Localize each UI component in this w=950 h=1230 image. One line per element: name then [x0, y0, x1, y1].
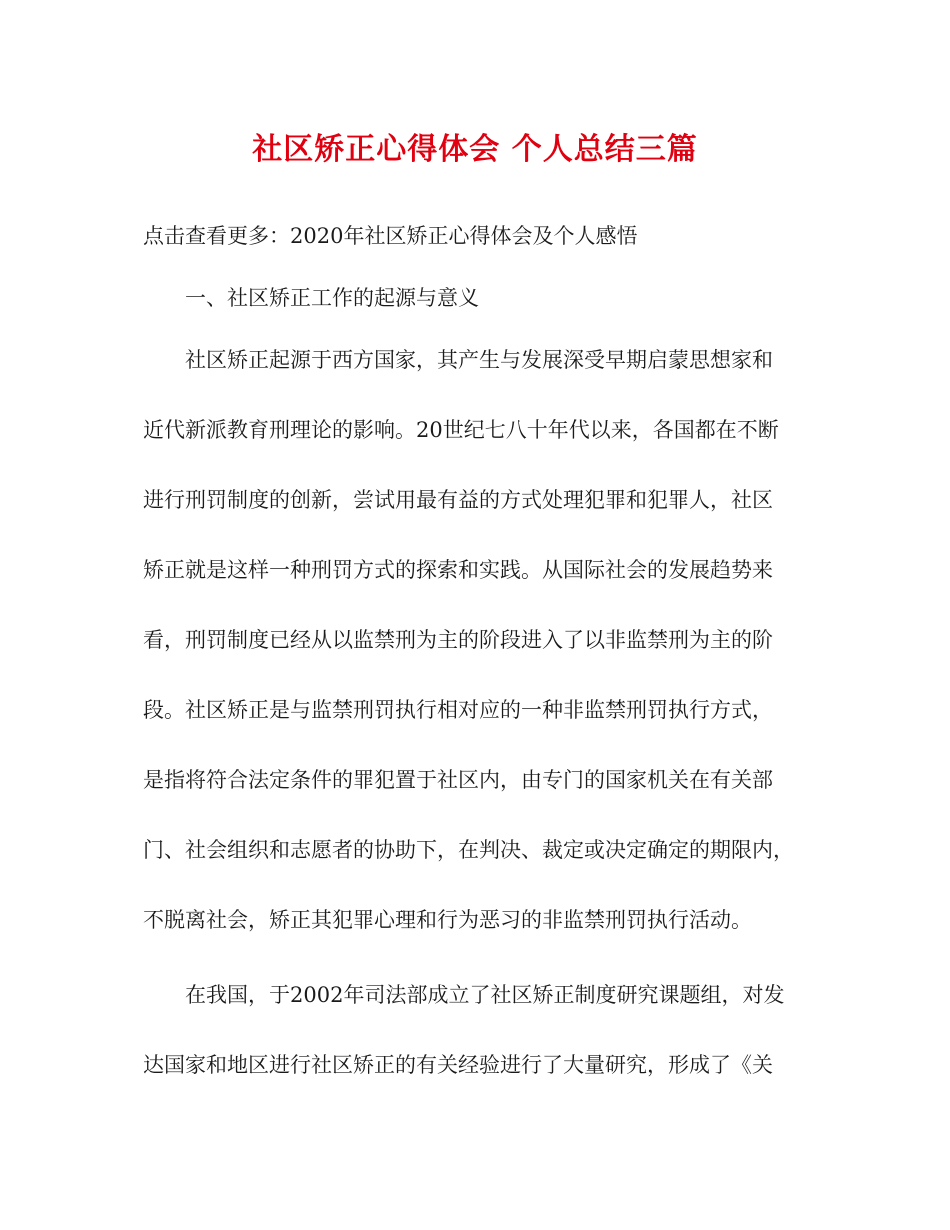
section-heading: 一、社区矫正工作的起源与意义	[185, 286, 479, 310]
paragraph-line: 门、社会组织和志愿者的协助下，在判决、裁定或决定确定的期限内，	[143, 838, 794, 862]
paragraph-line: 在我国，于2002年司法部成立了社区矫正制度研究课题组，对发	[185, 983, 785, 1007]
paragraph-line: 矫正就是这样一种刑罚方式的探索和实践。从国际社会的发展趋势来	[143, 558, 773, 582]
document-title: 社区矫正心得体会 个人总结三篇	[252, 132, 698, 167]
paragraph-line: 不脱离社会，矫正其犯罪心理和行为恶习的非监禁刑罚执行活动。	[143, 908, 752, 932]
paragraph-line: 段。社区矫正是与监禁刑罚执行相对应的一种非监禁刑罚执行方式，	[143, 698, 773, 722]
paragraph-line: 是指将符合法定条件的罪犯置于社区内，由专门的国家机关在有关部	[143, 768, 773, 792]
paragraph-line: 近代新派教育刑理论的影响。20世纪七八十年代以来，各国都在不断	[143, 418, 779, 442]
more-link[interactable]: 点击查看更多：2020年社区矫正心得体会及个人感悟	[143, 224, 638, 248]
paragraph-line: 社区矫正起源于西方国家，其产生与发展深受早期启蒙思想家和	[185, 348, 773, 372]
paragraph-line: 达国家和地区进行社区矫正的有关经验进行了大量研究，形成了《关	[143, 1053, 773, 1077]
paragraph-line: 看，刑罚制度已经从以监禁刑为主的阶段进入了以非监禁刑为主的阶	[143, 628, 773, 652]
paragraph-2	[143, 977, 813, 1117]
paragraph-line: 进行刑罚制度的创新，尝试用最有益的方式处理犯罪和犯罪人，社区	[143, 488, 773, 512]
paragraph-1	[143, 342, 813, 972]
